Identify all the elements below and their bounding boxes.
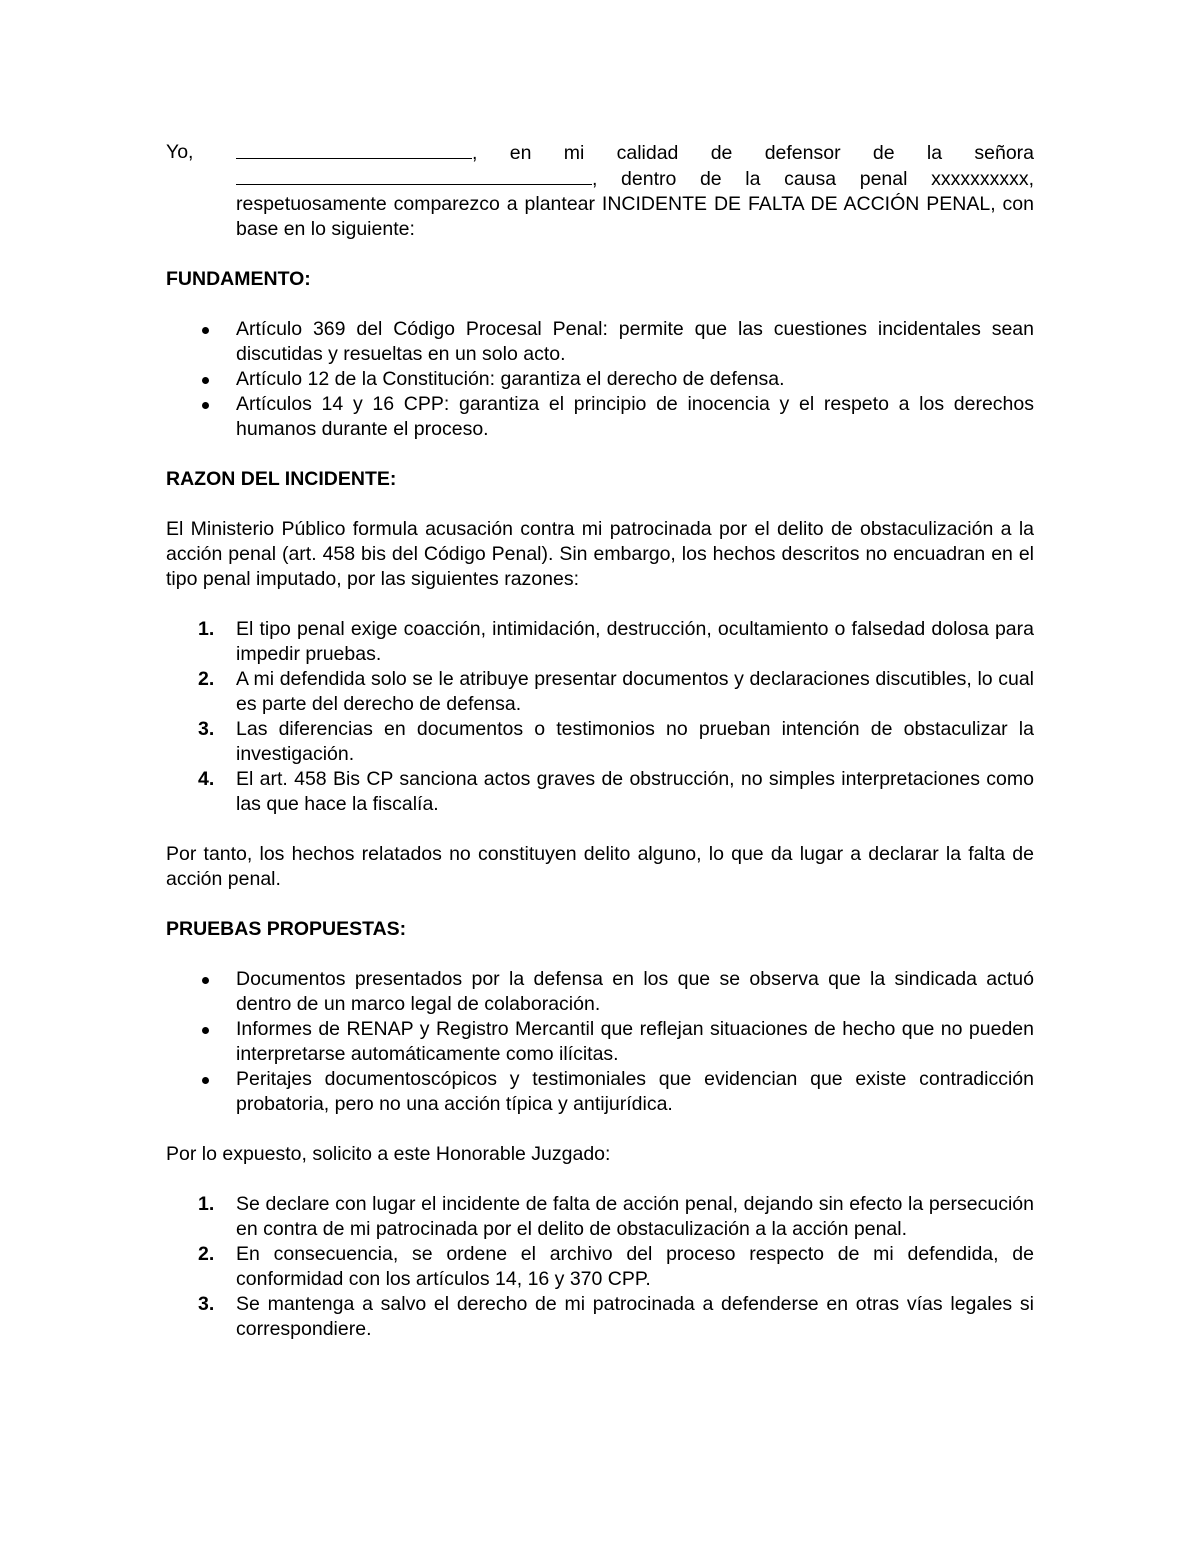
razon-item-text: Las diferencias en documentos o testimonios no prueban intención de obstaculizar la investigación.: [236, 718, 1034, 765]
list-number: 2.: [198, 1243, 215, 1265]
bullet-icon: [202, 377, 209, 384]
list-item: [166, 717, 1034, 767]
list-item: [166, 1067, 1034, 1117]
intro-text-part1: , en mi calidad de defensor de la señora: [472, 142, 1034, 164]
list-number: 2.: [198, 668, 215, 690]
intro-paragraph: [166, 140, 1034, 242]
intro-body: [236, 140, 1034, 242]
bullet-icon: [202, 977, 209, 984]
peticion-item-text: Se mantenga a salvo el derecho de mi patrocinada a defenderse en otras vías legales si correspondiere.: [236, 1293, 1034, 1340]
intro-label: Yo,: [166, 141, 194, 163]
razon-item-text: El art. 458 Bis CP sanciona actos graves de obstrucción, no simples interpretaciones como las que hace la fiscalía.: [236, 768, 1034, 815]
fundamento-list: [166, 317, 1034, 442]
list-item: [166, 367, 1034, 392]
name-blank-line: [236, 140, 472, 159]
document-page: [166, 140, 1034, 1342]
list-number: 1.: [198, 618, 215, 640]
list-number: 1.: [198, 1193, 215, 1215]
fundamento-heading: FUNDAMENTO:: [166, 268, 311, 290]
peticion-item-text: Se declare con lugar el incidente de falta de acción penal, dejando sin efecto la persecución en contra de mi patrocinada por el delito de obstaculización a la acción penal.: [236, 1193, 1034, 1240]
list-item: [166, 1192, 1034, 1242]
list-number: 3.: [198, 718, 215, 740]
bullet-icon: [202, 402, 209, 409]
list-item: [166, 617, 1034, 667]
peticion-list: [166, 1192, 1034, 1342]
client-name-blank-line: [236, 166, 592, 185]
fundamento-item-text: Artículo 12 de la Constitución: garantiza el derecho de defensa.: [236, 368, 785, 390]
list-item: [166, 767, 1034, 817]
peticion-intro: Por lo expuesto, solicito a este Honorable Juzgado:: [166, 1143, 611, 1165]
razon-heading: RAZON DEL INCIDENTE:: [166, 468, 397, 490]
intro-text-part2: , dentro de la causa penal xxxxxxxxxx, respetuosamente comparezco a plantear INCIDENTE DE FALTA DE ACCIÓN PENAL, con base en lo siguiente:: [236, 168, 1034, 240]
pruebas-list: [166, 967, 1034, 1117]
pruebas-item-text: Documentos presentados por la defensa en los que se observa que la sindicada actuó dentro de un marco legal de colaboración.: [236, 968, 1034, 1015]
list-number: 4.: [198, 768, 215, 790]
razon-list: [166, 617, 1034, 817]
list-item: [166, 1242, 1034, 1292]
razon-item-text: El tipo penal exige coacción, intimidación, destrucción, ocultamiento o falsedad dolosa para impedir pruebas.: [236, 618, 1034, 665]
list-item: [166, 967, 1034, 1017]
fundamento-item-text: Artículo 369 del Código Procesal Penal: permite que las cuestiones incidentales sean discutidas y resueltas en un solo acto.: [236, 318, 1034, 365]
razon-paragraph: El Ministerio Público formula acusación contra mi patrocinada por el delito de obstaculización a la acción penal (art. 458 bis del Código Penal). Sin embargo, los hechos descritos no encuadran en el tipo penal imputado, por las siguientes razones:: [166, 518, 1034, 590]
pruebas-item-text: Informes de RENAP y Registro Mercantil que reflejan situaciones de hecho que no pueden interpretarse automáticamente como ilícitas.: [236, 1018, 1034, 1065]
bullet-icon: [202, 327, 209, 334]
pruebas-item-text: Peritajes documentoscópicos y testimoniales que evidencian que existe contradicción probatoria, pero no una acción típica y antijurídica.: [236, 1068, 1034, 1115]
fundamento-item-text: Artículos 14 y 16 CPP: garantiza el principio de inocencia y el respeto a los derechos humanos durante el proceso.: [236, 393, 1034, 440]
razon-item-text: A mi defendida solo se le atribuye presentar documentos y declaraciones discutibles, lo cual es parte del derecho de defensa.: [236, 668, 1034, 715]
razon-conclusion: Por tanto, los hechos relatados no constituyen delito alguno, lo que da lugar a declarar la falta de acción penal.: [166, 843, 1034, 890]
list-item: [166, 667, 1034, 717]
list-item: [166, 317, 1034, 367]
pruebas-heading: PRUEBAS PROPUESTAS:: [166, 918, 407, 940]
bullet-icon: [202, 1027, 209, 1034]
list-item: [166, 1017, 1034, 1067]
peticion-item-text: En consecuencia, se ordene el archivo del proceso respecto de mi defendida, de conformidad con los artículos 14, 16 y 370 CPP.: [236, 1243, 1034, 1290]
list-number: 3.: [198, 1293, 215, 1315]
bullet-icon: [202, 1077, 209, 1084]
list-item: [166, 1292, 1034, 1342]
list-item: [166, 392, 1034, 442]
